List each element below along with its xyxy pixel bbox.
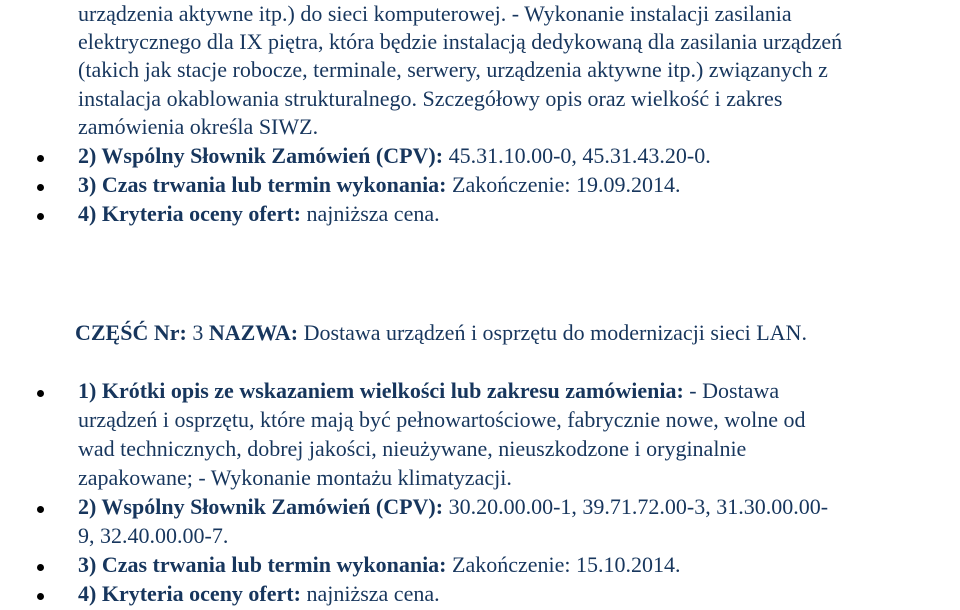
desc-item-line-3 — [78, 435, 746, 463]
cpv-item-line-2 — [78, 522, 228, 550]
desc-item-line-2 — [78, 406, 806, 434]
part-heading — [75, 319, 807, 347]
top-text-line-4 — [78, 85, 782, 113]
top-text-5: zamówienia określa SIWZ. — [78, 114, 319, 139]
top-text-1: urządzenia aktywne itp.) do sieci komputerowej. - Wykonanie instalacji zasilania — [78, 1, 792, 26]
bullet-icon — [37, 593, 44, 600]
bullet-icon — [37, 564, 44, 571]
top-text-3: (takich jak stacje robocze, terminale, serwery, urządzenia aktywne itp.) związanych z — [78, 57, 828, 82]
term-item — [78, 551, 681, 579]
name-value: Dostawa urządzeń i osprzętu do modernizacji sieci LAN. — [298, 320, 807, 345]
top-text-line-2 — [78, 28, 842, 56]
bullet-icon — [37, 155, 44, 162]
criteria-item — [78, 580, 440, 608]
top-text-line-1 — [78, 0, 792, 28]
desc-text-4: zapakowane; - Wykonanie montażu klimatyzacji. — [78, 465, 512, 490]
bullet-icon — [37, 184, 44, 191]
criteria-label: 4) Kryteria oceny ofert: — [78, 581, 301, 606]
top-criteria-item — [78, 200, 440, 228]
name-label: NAZWA: — [208, 320, 299, 345]
cpv-value-1: 30.20.00.00-1, 39.71.72.00-3, 31.30.00.00- — [443, 494, 829, 519]
bullet-icon — [37, 213, 44, 220]
cpv-value-2: 9, 32.40.00.00-7. — [78, 523, 229, 548]
part-number: 3 — [186, 320, 209, 345]
cpv-value: 45.31.10.00-0, 45.31.43.20-0. — [443, 143, 711, 168]
term-label: 3) Czas trwania lub termin wykonania: — [78, 552, 447, 577]
cpv-label: 2) Wspólny Słownik Zamówień (CPV): — [78, 143, 444, 168]
desc-item-line-1 — [78, 377, 779, 405]
term-value: Zakończenie: 15.10.2014. — [446, 552, 681, 577]
cpv-item-line-1 — [78, 493, 828, 521]
desc-text-1: - Dostawa — [683, 378, 780, 403]
term-label: 3) Czas trwania lub termin wykonania: — [78, 172, 447, 197]
desc-item-line-4 — [78, 464, 512, 492]
criteria-label: 4) Kryteria oceny ofert: — [78, 201, 301, 226]
top-text-line-3 — [78, 56, 828, 84]
cpv-label: 2) Wspólny Słownik Zamówień (CPV): — [78, 494, 444, 519]
criteria-value: najniższa cena. — [300, 581, 440, 606]
top-cpv-item — [78, 142, 711, 170]
top-text-line-5 — [78, 113, 318, 141]
desc-text-2: urządzeń i osprzętu, które mają być pełnowartościowe, fabrycznie nowe, wolne od — [78, 407, 806, 432]
criteria-value: najniższa cena. — [300, 201, 440, 226]
term-value: Zakończenie: 19.09.2014. — [446, 172, 681, 197]
top-text-4: instalacja okablowania strukturalnego. Szczegółowy opis oraz wielkość i zakres — [78, 86, 783, 111]
part-label: CZĘŚĆ Nr: — [75, 320, 187, 345]
top-term-item — [78, 171, 681, 199]
bullet-icon — [37, 390, 44, 397]
bullet-icon — [37, 506, 44, 513]
desc-label: 1) Krótki opis ze wskazaniem wielkości lub zakresu zamówienia: — [78, 378, 684, 403]
top-text-2: elektrycznego dla IX piętra, która będzie instalacją dedykowaną dla zasilania urządzeń — [78, 29, 843, 54]
desc-text-3: wad technicznych, dobrej jakości, nieużywane, nieuszkodzone i oryginalnie — [78, 436, 747, 461]
